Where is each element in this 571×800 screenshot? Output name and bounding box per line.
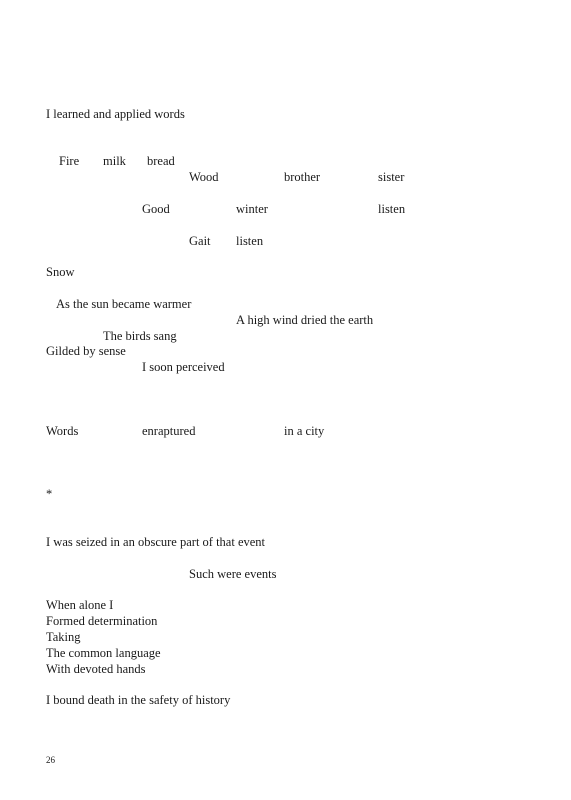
word-enraptured: enraptured — [142, 424, 196, 438]
line-formed-determination: Formed determination — [46, 614, 158, 628]
line-taking: Taking — [46, 630, 81, 644]
word-wood: Wood — [189, 170, 219, 184]
word-words: Words — [46, 424, 79, 438]
line-birds-sang: The birds sang — [103, 329, 177, 343]
line-such-were-events: Such were events — [189, 567, 277, 581]
word-gait: Gait — [189, 234, 211, 248]
line-bound-death: I bound death in the safety of history — [46, 693, 231, 707]
line-gilded: Gilded by sense — [46, 344, 126, 358]
word-milk: milk — [103, 154, 126, 168]
line-common-language: The common language — [46, 646, 161, 660]
word-fire: Fire — [59, 154, 80, 168]
line-soon-perceived: I soon perceived — [142, 360, 225, 374]
line-devoted-hands: With devoted hands — [46, 662, 146, 676]
word-in-a-city: in a city — [284, 424, 325, 438]
word-snow: Snow — [46, 265, 75, 279]
word-winter: winter — [236, 202, 268, 216]
line-learned-words: I learned and applied words — [46, 107, 185, 121]
line-high-wind: A high wind dried the earth — [236, 313, 374, 327]
word-brother: brother — [284, 170, 321, 184]
line-when-alone: When alone I — [46, 598, 114, 612]
word-good: Good — [142, 202, 170, 216]
word-sister: sister — [378, 170, 405, 184]
section-asterisk: * — [46, 487, 53, 501]
word-listen-second: listen — [236, 234, 264, 248]
word-listen: listen — [378, 202, 406, 216]
page-number: 26 — [46, 755, 55, 765]
word-bread: bread — [147, 154, 175, 168]
line-sun-warmer: As the sun became warmer — [56, 297, 192, 311]
line-seized: I was seized in an obscure part of that event — [46, 535, 266, 549]
